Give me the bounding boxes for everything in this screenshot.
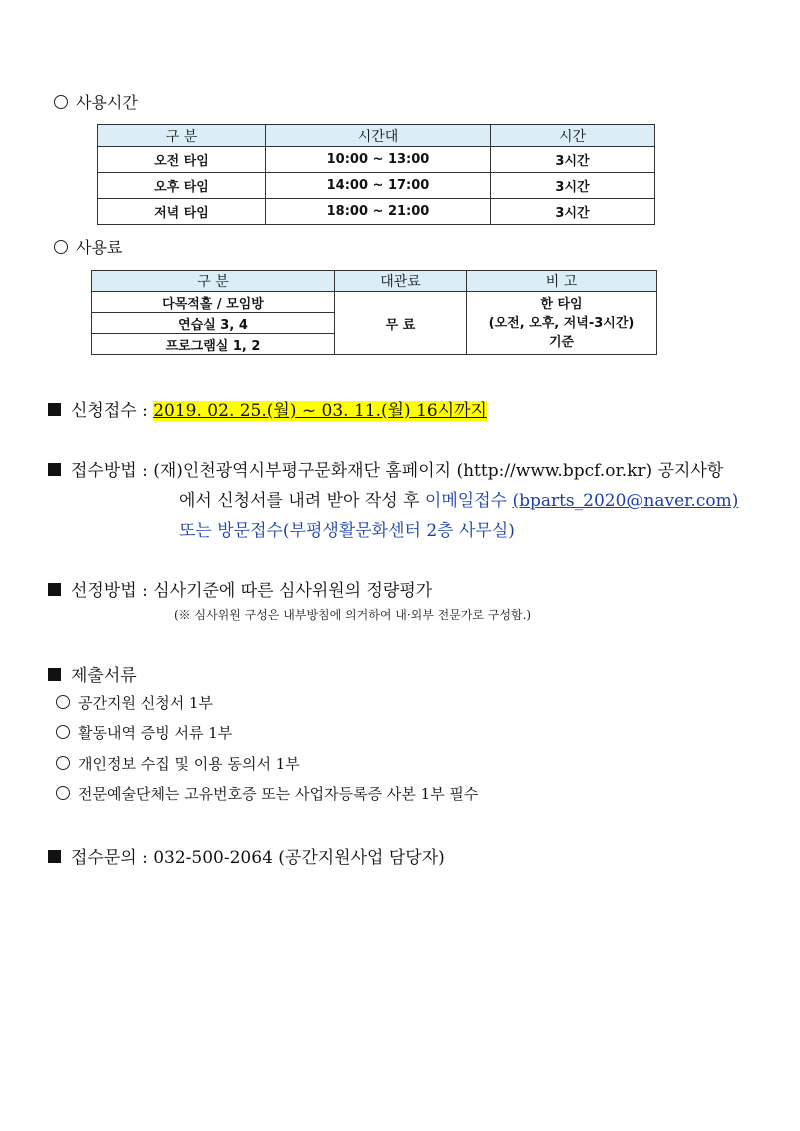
selection-text: 심사기준에 따른 심사위원의 정량평가 — [153, 581, 433, 601]
table-cell: 프로그램실 1, 2 — [92, 334, 335, 355]
square-bullet-icon — [48, 668, 61, 681]
table-cell: 연습실 3, 4 — [92, 313, 335, 334]
circle-bullet-icon — [54, 240, 68, 254]
circle-bullet-icon — [56, 695, 70, 709]
usage-time-table — [97, 124, 655, 225]
table-cell: 오후 타임 — [98, 173, 266, 199]
circle-bullet-icon — [56, 725, 70, 739]
table-cell: 3시간 — [491, 173, 655, 199]
table-row — [98, 147, 655, 173]
method-section: 접수방법 : (재)인천광역시부평구문화재단 홈페이지 (http://www.bpcf.or.kr) 공지사항 — [48, 456, 723, 481]
header-cell: 구 분 — [92, 271, 335, 292]
header-cell: 비 고 — [467, 271, 657, 292]
list-item: 활동내역 증빙 서류 1부 — [56, 722, 232, 743]
table-cell: 오전 타임 — [98, 147, 266, 173]
square-bullet-icon — [48, 463, 61, 476]
list-item: 개인정보 수집 및 이용 동의서 1부 — [56, 753, 300, 774]
table-header-row — [98, 125, 655, 147]
circle-bullet-icon — [54, 95, 68, 109]
table-cell: 3시간 — [491, 147, 655, 173]
header-cell: 대관료 — [335, 271, 467, 292]
method-line-3: 또는 방문접수(부평생활문화센터 2층 사무실) — [179, 521, 515, 541]
table-cell: 3시간 — [491, 199, 655, 225]
table-row — [98, 173, 655, 199]
circle-bullet-icon — [56, 756, 70, 770]
table-cell: 10:00 ~ 13:00 — [266, 147, 491, 173]
usage-fee-heading: 사용료 — [54, 235, 122, 258]
note-cell: 한 타임 (오전, 오후, 저녁-3시간) 기준 — [467, 292, 657, 355]
method-line-1: (재)인천광역시부평구문화재단 홈페이지 (http://www.bpcf.or.kr) 공지사항 — [153, 461, 724, 481]
table-row — [92, 292, 657, 313]
header-cell: 시간 — [491, 125, 655, 147]
usage-fee-table — [91, 270, 657, 355]
circle-bullet-icon — [56, 786, 70, 800]
header-cell: 구 분 — [98, 125, 266, 147]
fee-cell: 무 료 — [335, 292, 467, 355]
usage-time-heading: 사용시간 — [54, 90, 138, 113]
documents-heading: 제출서류 — [48, 661, 137, 686]
square-bullet-icon — [48, 850, 61, 863]
inquiry-section: 접수문의 : 032-500-2064 (공간지원사업 담당자) — [48, 843, 445, 868]
table-cell: 다목적홀 / 모임방 — [92, 292, 335, 313]
method-line-2: 에서 신청서를 내려 받아 작성 후 이메일접수 (bparts_2020@naver.com) — [179, 491, 739, 511]
header-cell: 시간대 — [266, 125, 491, 147]
application-section: 신청접수 : 2019. 02. 25.(월) ~ 03. 11.(월) 16시까지 — [48, 396, 487, 421]
square-bullet-icon — [48, 403, 61, 416]
square-bullet-icon — [48, 583, 61, 596]
inquiry-phone: 032-500-2064 (공간지원사업 담당자) — [153, 848, 445, 868]
list-item: 전문예술단체는 고유번호증 또는 사업자등록증 사본 1부 필수 — [56, 783, 478, 804]
table-cell: 18:00 ~ 21:00 — [266, 199, 491, 225]
selection-section: 선정방법 : 심사기준에 따른 심사위원의 정량평가 — [48, 576, 432, 601]
selection-note: (※ 심사위원 구성은 내부방침에 의거하여 내·외부 전문가로 구성함.) — [174, 608, 532, 622]
table-header-row — [92, 271, 657, 292]
table-cell: 저녁 타임 — [98, 199, 266, 225]
list-item: 공간지원 신청서 1부 — [56, 692, 213, 713]
application-period: 2019. 02. 25.(월) ~ 03. 11.(월) 16시까지 — [153, 401, 487, 421]
email-link[interactable]: (bparts_2020@naver.com) — [512, 491, 739, 511]
table-cell: 14:00 ~ 17:00 — [266, 173, 491, 199]
table-row — [98, 199, 655, 225]
